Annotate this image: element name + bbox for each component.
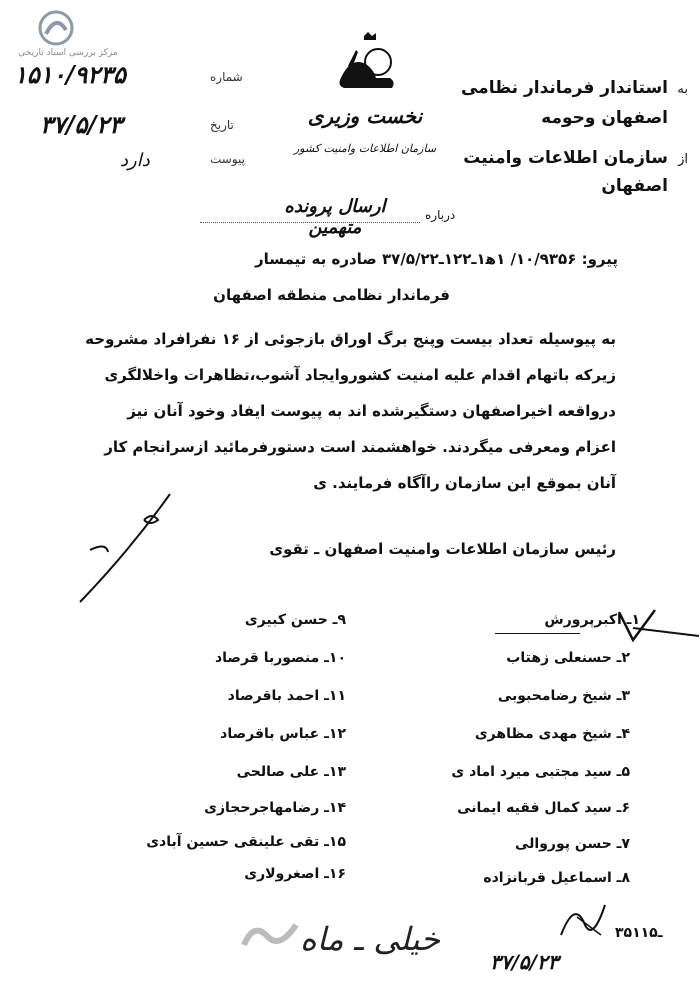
signature-line: رئیس سازمان اطلاعات وامنیت اصفهان ـ تقوی [269, 540, 616, 558]
signature-scribble [60, 490, 180, 610]
attachment-label: پیوست [210, 152, 245, 166]
list-item: ۱۳ـ علی صالحی [236, 764, 346, 780]
footer-signature-icon [555, 895, 615, 945]
number-value: ۱۵۱۰/۹۲۳۵ [14, 60, 126, 89]
number-label: شماره [210, 70, 243, 84]
reference-line: پیرو: ۱۰/۹۳۵۶/ ۱ه‍۱ـ۱۲۲ـ۳۷/۵/۲۲ صادره به تیمسار [254, 250, 618, 268]
list-item: ۱۵ـ تقی علینقی حسین آبادی [146, 834, 346, 850]
list-item: ۱ـ اکبرپرورش [544, 612, 640, 628]
archive-watermark-text: مرکز بررسی اسناد تاریخی [18, 48, 118, 58]
lion-sun-icon [330, 30, 410, 100]
to-text-2: اصفهان وحومه [541, 108, 668, 128]
ministry-title: نخست وزیری [307, 104, 423, 128]
list-item: ۵ـ سید مجتبی میرد اماد ی [451, 764, 630, 780]
body-line-1: به پیوسیله تعداد بیست وپنج برگ اوراق بازجوئی از ۱۶ نفرافراد مشروحه [85, 330, 616, 348]
list-underline [495, 633, 580, 634]
date-label: تاریخ [210, 118, 234, 132]
list-item: ۸ـ اسماعیل قربانزاده [483, 870, 630, 886]
list-item: ۲ـ حسنعلی زهتاب [506, 650, 630, 666]
footer-stamp-smudge [240, 915, 300, 955]
body-line-3: درواقعه اخیراصفهان دستگیرشده اند به پیوست ایفاد وخود آنان نیز [127, 402, 616, 420]
subject-value: ارسال پرونده متهمین [284, 196, 386, 238]
body-line-5: آنان بموقع این سازمان راآگاه فرمایند. ی [313, 474, 616, 492]
body-line-4: اعزام ومعرفی میگردند. خواهشمند است دستورفرمائید ازسرانجام کار [104, 438, 616, 456]
subject-label: درباره [425, 208, 456, 222]
archive-logo [38, 10, 74, 46]
footer-code: ۳۵ـ۱۱۵ [615, 925, 663, 941]
footer-signature [555, 895, 615, 945]
from-text: سازمان اطلاعات وامنیت [463, 148, 668, 168]
list-item: ۹ـ حسن کبیری [244, 612, 346, 628]
list-item: ۱۰ـ منصوربا قرصاد [214, 650, 346, 666]
body-line-2: زیرکه باتهام اقدام علیه امنیت کشوروایجاد آشوب،تظاهرات واخلالگری [104, 366, 616, 384]
list-item: ۴ـ شیخ مهدی مظاهری [474, 726, 630, 742]
lion-sun-emblem [330, 30, 410, 100]
attachment-value: دارد [120, 150, 150, 171]
check-mark-icon [615, 606, 700, 646]
to-label: به [677, 82, 688, 97]
from-label: از [678, 152, 688, 167]
list-item: ۱۲ـ عباس باقرصاد [220, 726, 346, 742]
list-item: ۶ـ سید کمال فقیه ایمانی [457, 800, 630, 816]
check-mark [615, 606, 700, 646]
footer-handwritten-date: ۳۷/۵/۲۳ [490, 950, 559, 974]
list-item: ۱۶ـ اصغرولاری [244, 866, 346, 882]
list-item: ۷ـ حسن پوروالی [514, 836, 630, 852]
list-item: ۳ـ شیخ رضامحبوبی [497, 688, 630, 704]
org-title: سازمان اطلاعات وامنیت کشور [293, 142, 437, 155]
from-text-2: اصفهان [601, 176, 668, 196]
archive-logo-icon [38, 10, 74, 46]
list-item: ۱۴ـ رضامهاجرحجازی [204, 800, 346, 816]
date-value: ۳۷/۵/۲۳ [40, 110, 122, 139]
to-text: استاندار فرماندار نظامی [460, 78, 668, 98]
footer-handwritten-note: خیلی ـ ماه [300, 920, 441, 958]
list-item: ۱۱ـ احمد باقرصاد [227, 688, 346, 704]
smudge-icon [240, 915, 300, 955]
signature-icon [60, 490, 180, 610]
addressee-line: فرماندار نظامی منطقه اصفهان [213, 286, 450, 304]
